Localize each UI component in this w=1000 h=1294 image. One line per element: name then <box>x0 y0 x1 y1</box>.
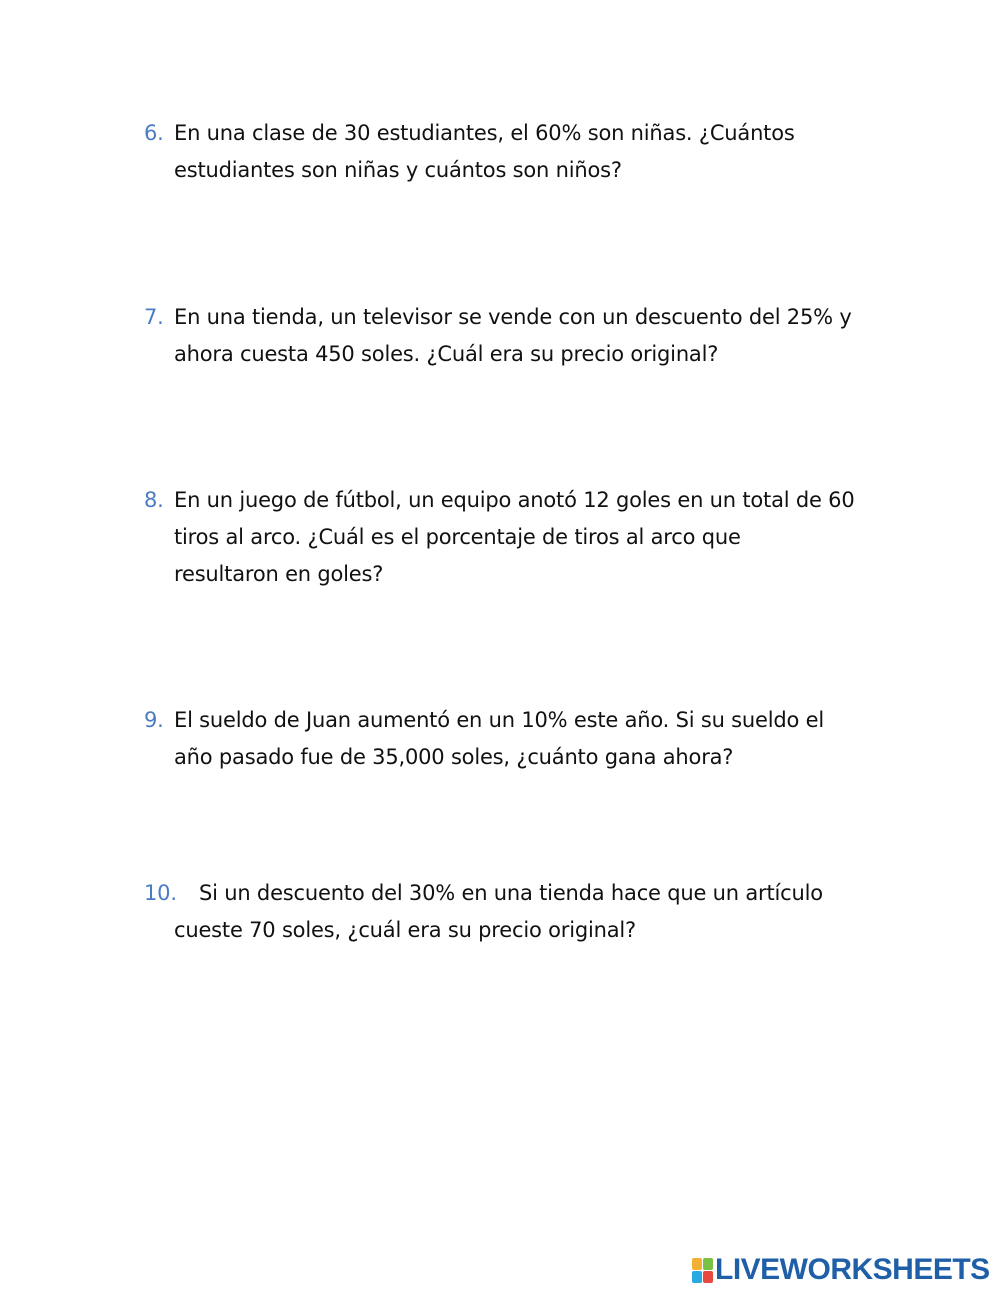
question-number: 6. <box>144 121 164 145</box>
question-10 <box>144 875 884 949</box>
question-line: ahora cuesta 450 soles. ¿Cuál era su precio original? <box>174 342 719 366</box>
question-line: En un juego de fútbol, un equipo anotó 12 goles en un total de 60 <box>174 488 855 512</box>
question-text <box>144 875 884 949</box>
question-text <box>144 702 884 776</box>
question-text <box>144 299 884 373</box>
question-7 <box>144 299 884 373</box>
liveworksheets-logo-icon <box>692 1258 712 1282</box>
question-9 <box>144 702 884 776</box>
question-line: En una tienda, un televisor se vende con un descuento del 25% y <box>174 305 852 329</box>
question-text <box>144 115 884 189</box>
question-6 <box>144 115 884 189</box>
question-line: Si un descuento del 30% en una tienda hace que un artículo <box>199 881 823 905</box>
question-number: 8. <box>144 488 164 512</box>
question-line: El sueldo de Juan aumentó en un 10% este año. Si su sueldo el <box>174 708 824 732</box>
question-number: 10. <box>144 881 177 905</box>
question-line: año pasado fue de 35,000 soles, ¿cuánto gana ahora? <box>174 745 734 769</box>
question-line: cueste 70 soles, ¿cuál era su precio original? <box>174 918 636 942</box>
question-line: En una clase de 30 estudiantes, el 60% son niñas. ¿Cuántos <box>174 121 795 145</box>
question-line: estudiantes son niñas y cuántos son niños? <box>174 158 622 182</box>
question-number: 9. <box>144 708 164 732</box>
logo-text: LIVEWORKSHEETS <box>715 1253 990 1286</box>
question-number: 7. <box>144 305 164 329</box>
question-line: tiros al arco. ¿Cuál es el porcentaje de tiros al arco que <box>174 525 741 549</box>
question-8 <box>144 482 884 593</box>
liveworksheets-logo <box>692 1254 990 1286</box>
question-text <box>144 482 884 593</box>
question-line: resultaron en goles? <box>174 562 384 586</box>
